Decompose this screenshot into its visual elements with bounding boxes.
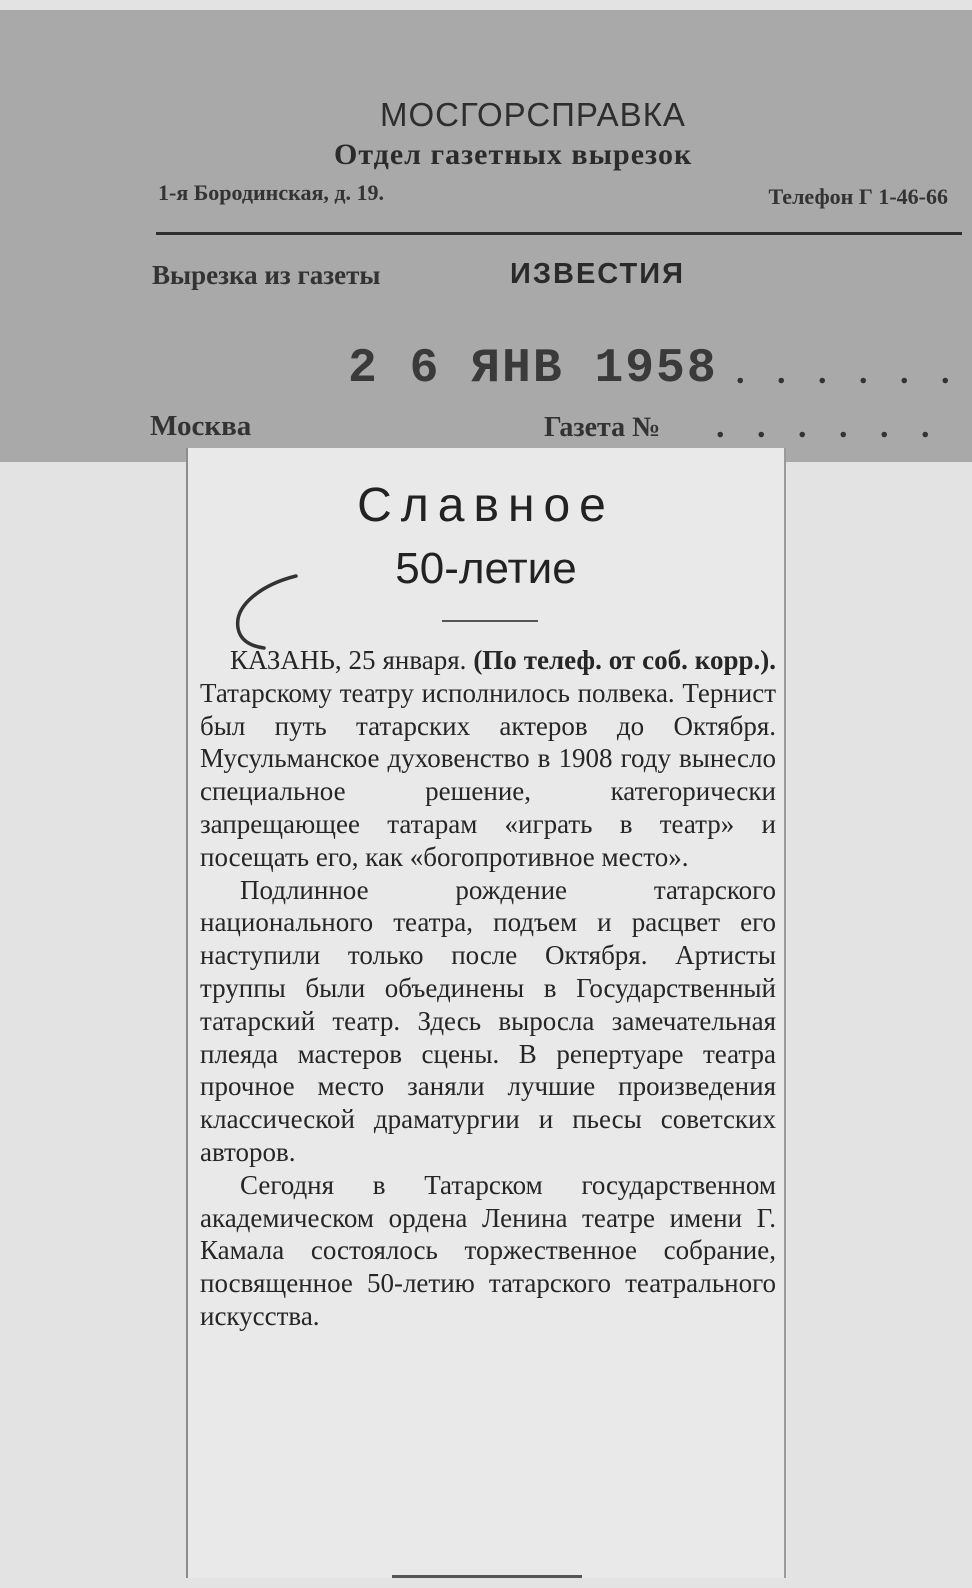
card-city: Москва [150, 410, 252, 442]
article-paragraph-2: Подлинное рождение татарского национального театра, подъем и расцвет его наступили только после Октября. Артисты труппы были объединены в Государственный татарский театр. Здесь выросла замечательная плеяда мастеров сцены. В репертуаре театра прочное место заняли лучшие произведения классической драматургии и пьесы советских авторов. [200, 874, 776, 1167]
card-address: 1-я Бородинская, д. 19. [158, 180, 384, 205]
card-title: МОСГОРСПРАВКА [380, 96, 686, 133]
card-subtitle: Отдел газетных вырезок [334, 138, 693, 171]
article-paragraph-3: Сегодня в Татарском государственном академическом ордена Ленина театре имени Г. Камала состоялось торжественное собрание, посвященное 50-летию татарского театрального искусства. [200, 1169, 776, 1331]
issue-dots: . . . . . . [716, 408, 942, 445]
card-source-label: Вырезка из газеты [152, 260, 381, 290]
card-phone: Телефон Г 1-46-66 [768, 184, 948, 209]
bottom-cut-line [392, 1575, 582, 1578]
clipping-service-card [0, 10, 972, 462]
card-divider [156, 232, 962, 235]
article-body [200, 644, 776, 1333]
card-issue-label: Газета № [544, 412, 661, 443]
newspaper-clipping [186, 448, 786, 1578]
byline: (По телеф. от соб. корр.). [473, 645, 777, 675]
paragraph-1-text: Татарскому театру исполнилось полвека. Тернист был путь татарских актеров до Октября. Мусульманское духовенство в 1908 году вынесло специальное решение, категорически запрещающее татарам «играть в театр» и посещать его, как «богопротивное место». [200, 677, 776, 872]
handwritten-mark-icon [224, 566, 304, 656]
article-paragraph-1 [200, 644, 776, 874]
date-stamp: 2 6 ЯНВ 1958 [348, 342, 718, 396]
headline-divider [442, 620, 538, 622]
date-dots: . . . . . . [736, 354, 962, 391]
headline-line-2: 50-летие [395, 544, 577, 593]
dateline: КАЗАНЬ, 25 января. [230, 645, 467, 675]
headline-line-1: Славное [357, 479, 615, 532]
card-source-name: ИЗВЕСТИЯ [510, 258, 685, 290]
